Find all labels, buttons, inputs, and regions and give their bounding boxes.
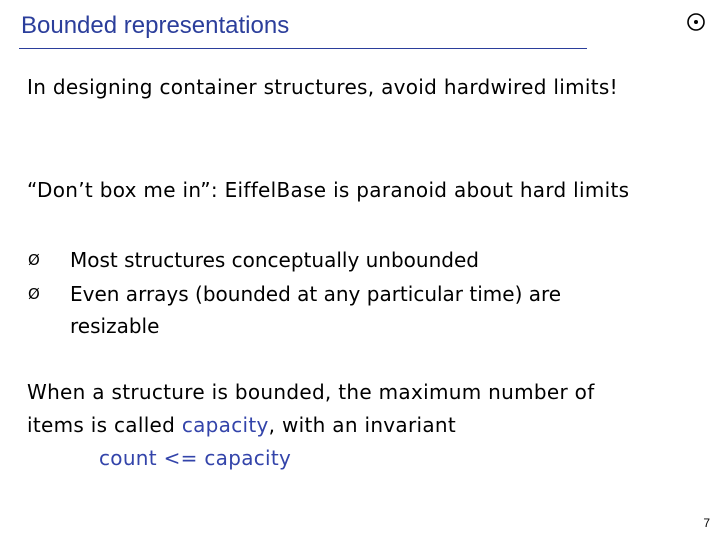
slide-title: Bounded representations (21, 12, 290, 39)
bullet-item (28, 278, 562, 342)
bounded-line-1: When a structure is bounded, the maximum number of (27, 380, 595, 404)
bullet-item (28, 244, 479, 276)
institution-logo-icon (686, 12, 706, 32)
bounded-line-2-start: items is called (27, 413, 182, 437)
bounded-line-2-end: , with an invariant (268, 413, 457, 437)
quote-rest: Base is paranoid about hard limits (276, 178, 630, 202)
bullet-arrow-icon: Ø (28, 285, 40, 303)
bullet-text-continued: resizable (70, 314, 160, 338)
bullet-text: Even arrays (bounded at any particular time) are (70, 282, 562, 306)
invariant-code: count <= capacity (99, 446, 292, 470)
title-underline (19, 48, 587, 49)
bullet-text: Most structures conceptually unbounded (70, 248, 479, 272)
page-number: 7 (703, 516, 710, 530)
bounded-paragraph (27, 376, 595, 475)
intro-paragraph: In designing container structures, avoid hardwired limits! (27, 75, 618, 99)
quote-prefix: “Don’t box me in”: Eiffel (27, 178, 277, 202)
bullet-arrow-icon: Ø (28, 251, 40, 269)
capacity-term: capacity (181, 413, 269, 437)
quote-paragraph (27, 174, 629, 207)
